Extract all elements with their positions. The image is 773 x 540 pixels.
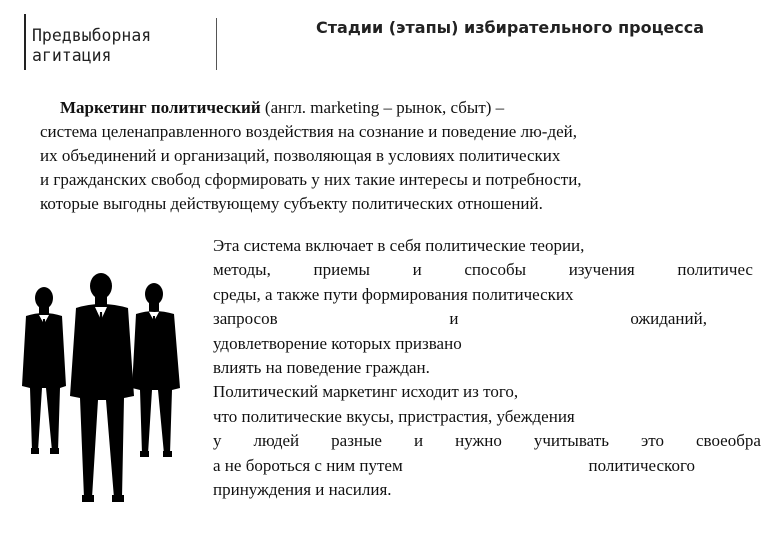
- person-left-figure: [22, 287, 66, 454]
- definition-line: их объединений и организаций, позволяющая в условиях политических: [40, 146, 561, 165]
- section-label-line: Предвыборная: [32, 26, 152, 45]
- body-word: людей: [253, 431, 300, 451]
- person-right-figure: [132, 283, 180, 457]
- definition-line: система целенаправленного воздействия на сознание и поведение лю-дей,: [40, 122, 577, 141]
- body-line: удовлетворение которых призвано: [213, 333, 462, 353]
- body-word: это: [640, 431, 664, 451]
- businessmen-silhouette-icon: [18, 276, 193, 506]
- body-line-justified: [213, 454, 695, 478]
- body-word: а не бороться с ним путем: [213, 455, 403, 475]
- definition-paragraph: [40, 96, 690, 216]
- body-line: Политический маркетинг исходит из того,: [213, 382, 519, 402]
- body-word: учитывать: [533, 431, 609, 451]
- slide-title: Стадии (этапы) избирательного процесса: [316, 18, 705, 37]
- header-left-rule: [24, 14, 26, 70]
- definition-term: Маркетинг политический: [60, 98, 261, 117]
- body-word: и: [449, 309, 459, 329]
- body-word: нужно: [455, 431, 502, 451]
- body-word: и: [414, 431, 424, 451]
- definition-line: и гражданских свобод сформировать у них такие интересы и потребности,: [40, 170, 582, 189]
- body-word: методы,: [213, 260, 271, 280]
- body-line-justified: [213, 258, 753, 282]
- body-word: своеобра: [696, 431, 761, 451]
- body-line-justified: [213, 307, 707, 331]
- body-word: разные: [331, 431, 382, 451]
- body-line: принуждения и насилия.: [213, 480, 392, 500]
- body-word: у: [213, 431, 222, 451]
- header-divider: [216, 18, 217, 70]
- body-word: приемы: [313, 260, 370, 280]
- body-line-justified: [213, 429, 761, 453]
- definition-line: которые выгодны действующему субъекту политических отношений.: [40, 194, 543, 213]
- body-line: среды, а также пути формирования политических: [213, 284, 574, 304]
- body-word: ожиданий,: [630, 309, 707, 329]
- body-word: запросов: [213, 309, 278, 329]
- section-label: [32, 26, 212, 66]
- section-label-line: агитация: [32, 46, 112, 65]
- definition-line-rest: (англ. marketing – рынок, сбыт) –: [260, 98, 505, 117]
- body-word: и: [412, 260, 422, 280]
- body-paragraph: [213, 234, 773, 502]
- body-line: Эта система включает в себя политические теории,: [213, 236, 585, 255]
- body-word: способы: [464, 260, 527, 280]
- body-word: изучения: [568, 260, 635, 280]
- definition-line: [40, 96, 690, 120]
- body-word: политичес: [677, 260, 753, 280]
- body-word: политического: [588, 455, 695, 475]
- body-line: что политические вкусы, пристрастия, убеждения: [213, 406, 575, 426]
- body-line: влиять на поведение граждан.: [213, 358, 430, 378]
